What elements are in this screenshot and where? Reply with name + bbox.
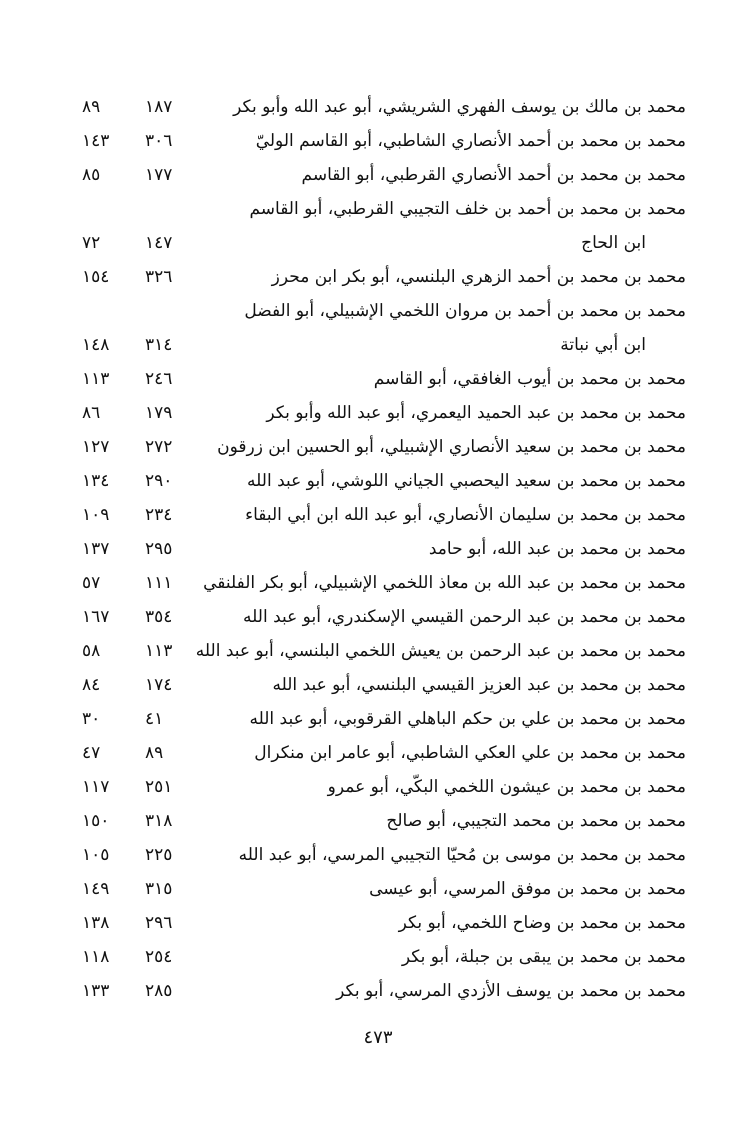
entry-number-a: ٢٤٦ (145, 369, 173, 389)
entry-number-b: ١٠٩ (82, 505, 110, 525)
entry-number-a: ٢٧٢ (145, 437, 173, 457)
entry-number-b: ١١٣ (82, 369, 110, 389)
entry-name: محمد بن محمد بن سعيد اليحصبي الجياني اللوشي، أبو عبد الله (247, 471, 686, 491)
entry-number-b: ١٣٤ (82, 471, 110, 491)
entry-number-a: ٣١٥ (145, 879, 173, 899)
index-entry (60, 498, 686, 532)
entry-number-b: ٣٠ (82, 709, 101, 729)
entry-name: محمد بن محمد بن عبد الرحمن بن يعيش اللخمي البلنسي، أبو عبد الله (195, 641, 686, 661)
entry-number-a: ٣٥٤ (145, 607, 173, 627)
entry-number-a: ٢٥١ (145, 777, 173, 797)
entry-number-b: ٨٦ (82, 403, 101, 423)
entry-number-a: ٣١٨ (145, 811, 173, 831)
entry-number-a: ١٧٩ (145, 403, 173, 423)
entry-number-b: ٨٥ (82, 165, 101, 185)
entry-number-b: ١٣٧ (82, 539, 110, 559)
index-entry (60, 294, 686, 328)
entry-number-b: ٧٢ (82, 233, 101, 253)
entry-name: محمد بن محمد بن أحمد بن خلف التجيبي القرطبي، أبو القاسم (249, 199, 686, 219)
entry-number-b (82, 192, 132, 226)
entry-name: محمد بن محمد بن أحمد الزهري البلنسي، أبو بكر ابن محرز (271, 267, 686, 287)
entry-number-a: ١١٣ (145, 641, 173, 661)
entry-name: محمد بن محمد بن سليمان الأنصاري، أبو عبد الله ابن أبي البقاء (245, 505, 686, 525)
entry-number-b: ١١٨ (82, 947, 110, 967)
entry-number-a (145, 294, 195, 328)
entry-number-b: ١٤٨ (82, 335, 110, 355)
entry-number-a: ٢٥٤ (145, 947, 173, 967)
index-entry (60, 974, 686, 1008)
entry-number-b: ١٤٣ (82, 131, 110, 151)
entry-number-a: ٢٩٠ (145, 471, 173, 491)
entry-number-b: ٨٩ (82, 97, 101, 117)
index-entry (60, 192, 686, 226)
entry-number-b: ٤٧ (82, 743, 101, 763)
entry-number-b: ١١٧ (82, 777, 110, 797)
entry-name: محمد بن محمد بن موسى بن مُحيّا التجيبي المرسي، أبو عبد الله (238, 845, 686, 865)
entry-name: محمد بن محمد بن أحمد الأنصاري القرطبي، أبو القاسم (301, 165, 686, 185)
entry-number-b: ٥٧ (82, 573, 101, 593)
index-list (60, 90, 686, 1008)
index-entry (60, 90, 686, 124)
entry-name: محمد بن محمد بن وضاح اللخمي، أبو بكر (398, 913, 686, 933)
entry-number-a: ٢٨٥ (145, 981, 173, 1001)
index-entry (60, 634, 686, 668)
entry-number-a: ٢٩٥ (145, 539, 173, 559)
index-entry (60, 362, 686, 396)
entry-number-a: ٣١٤ (145, 335, 173, 355)
entry-number-b: ١٣٣ (82, 981, 110, 1001)
index-entry (60, 532, 686, 566)
entry-number-a: ٢٩٦ (145, 913, 173, 933)
index-entry (60, 124, 686, 158)
entry-name: محمد بن مالك بن يوسف الفهري الشريشي، أبو عبد الله وأبو بكر (233, 97, 686, 117)
entry-number-a: ١١١ (145, 573, 173, 593)
entry-number-b: ١٥٠ (82, 811, 110, 831)
index-entry (60, 770, 686, 804)
index-entry (60, 872, 686, 906)
entry-name: محمد بن محمد بن عبد الرحمن القيسي الإسكندري، أبو عبد الله (243, 607, 686, 627)
index-entry (60, 838, 686, 872)
entry-number-b: ١٢٧ (82, 437, 110, 457)
entry-number-b: ١٣٨ (82, 913, 110, 933)
entry-number-b (82, 294, 132, 328)
index-entry (60, 464, 686, 498)
entry-number-a: ١٧٧ (145, 165, 173, 185)
entry-name: ابن أبي نباتة (560, 335, 646, 355)
index-entry (60, 158, 686, 192)
entry-name: محمد بن محمد بن علي بن حكم الباهلي القرقوبي، أبو عبد الله (249, 709, 686, 729)
entry-name: محمد بن محمد بن عيشون اللخمي البكّي، أبو عمرو (327, 777, 686, 797)
entry-name: محمد بن محمد بن علي العكي الشاطبي، أبو عامر ابن منكرال (254, 743, 686, 763)
entry-name: محمد بن محمد بن يوسف الأزدي المرسي، أبو بكر (336, 981, 686, 1001)
index-entry-continuation (60, 226, 686, 260)
entry-name: محمد بن محمد بن أيوب الغافقي، أبو القاسم (373, 369, 686, 389)
index-entry (60, 260, 686, 294)
entry-number-a: ٣٢٦ (145, 267, 173, 287)
index-entry (60, 396, 686, 430)
entry-name: محمد بن محمد بن محمد التجيبي، أبو صالح (386, 811, 686, 831)
index-entry (60, 702, 686, 736)
entry-name: محمد بن محمد بن عبد الحميد اليعمري، أبو عبد الله وأبو بكر (266, 403, 686, 423)
entry-number-b: ١٥٤ (82, 267, 110, 287)
index-entry-continuation (60, 328, 686, 362)
entry-number-a: ٤١ (145, 709, 164, 729)
entry-number-a: ١٤٧ (145, 233, 173, 253)
entry-name: محمد بن محمد بن موفق المرسي، أبو عيسى (369, 879, 686, 899)
entry-name: محمد بن محمد بن أحمد بن مروان اللخمي الإشبيلي، أبو الفضل (244, 301, 686, 321)
entry-number-b: ١٦٧ (82, 607, 110, 627)
entry-number-a: ١٨٧ (145, 97, 173, 117)
entry-name: محمد بن محمد بن سعيد الأنصاري الإشبيلي، أبو الحسين ابن زرقون (217, 437, 686, 457)
entry-number-b: ٥٨ (82, 641, 101, 661)
entry-number-a (145, 192, 195, 226)
index-entry (60, 804, 686, 838)
entry-number-a: ٢٢٥ (145, 845, 173, 865)
entry-name: محمد بن محمد بن عبد العزيز القيسي البلنسي، أبو عبد الله (272, 675, 686, 695)
index-entry (60, 736, 686, 770)
entry-number-b: ٨٤ (82, 675, 101, 695)
index-entry (60, 430, 686, 464)
entry-number-b: ١٠٥ (82, 845, 110, 865)
entry-number-a: ٣٠٦ (145, 131, 173, 151)
index-entry (60, 906, 686, 940)
entry-number-a: ١٧٤ (145, 675, 173, 695)
index-entry (60, 668, 686, 702)
index-entry (60, 566, 686, 600)
index-entry (60, 600, 686, 634)
entry-number-a: ٨٩ (145, 743, 164, 763)
page-number: ٤٧٣ (363, 1027, 393, 1048)
entry-name: محمد بن محمد بن عبد الله بن معاذ اللخمي الإشبيلي، أبو بكر الفلنقي (203, 573, 686, 593)
entry-name: محمد بن محمد بن يبقى بن جبلة، أبو بكر (401, 947, 686, 967)
entry-number-b: ١٤٩ (82, 879, 110, 899)
entry-name: محمد بن محمد بن أحمد الأنصاري الشاطبي، أبو القاسم الوليّ (255, 131, 686, 151)
index-entry (60, 940, 686, 974)
entry-name: محمد بن محمد بن عبد الله، أبو حامد (428, 539, 686, 559)
entry-number-a: ٢٣٤ (145, 505, 173, 525)
entry-name: ابن الحاج (581, 233, 646, 253)
